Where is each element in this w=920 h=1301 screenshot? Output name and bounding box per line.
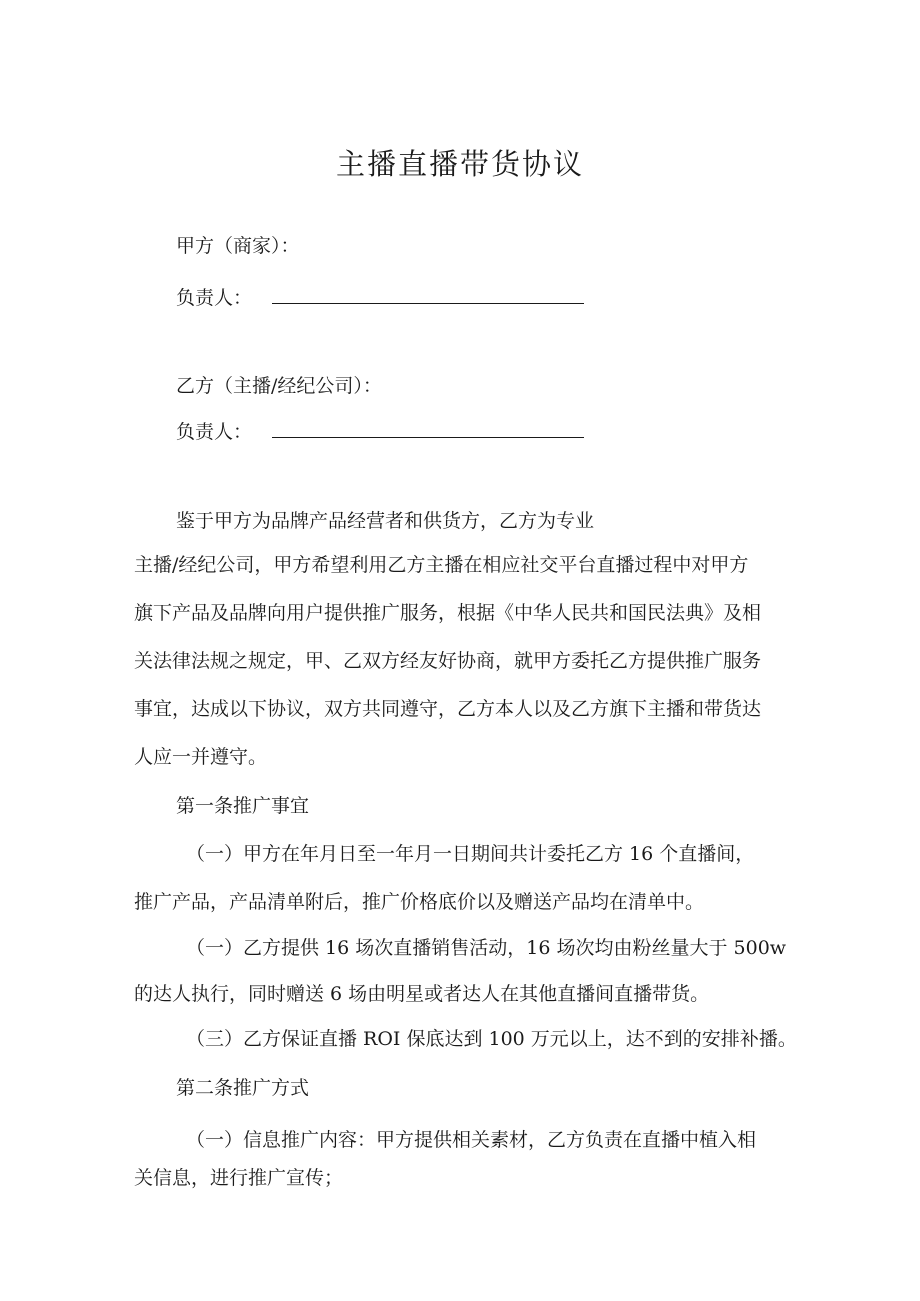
party-b-label: 乙方（主播/经纪公司）： <box>176 375 382 397</box>
party-a-person-row <box>176 283 584 313</box>
article-2-item-1-line: 关信息，进行推广宣传； <box>134 1167 344 1189</box>
article-1-item-1-line: 推广产品，产品清单附后，推广价格底价以及赠送产品均在清单中。 <box>134 891 705 913</box>
preamble-line: 主播/经纪公司，甲方希望利用乙方主播在相应社交平台直播过程中对甲方 <box>134 554 749 576</box>
preamble-line: 事宜，达成以下协议，双方共同遵守，乙方本人以及乙方旗下主播和带货达 <box>134 698 762 720</box>
party-a-person-label: 负责人： <box>176 287 253 309</box>
party-b-signature-blank <box>272 436 584 438</box>
article-1-item-2-line: （一）乙方提供 16 场次直播销售活动，16 场次均由粉丝量大于 500w <box>186 937 787 959</box>
article-1-heading: 第一条推广事宜 <box>176 795 310 817</box>
preamble-line: 关法律法规之规定，甲、乙双方经友好协商，就甲方委托乙方提供推广服务 <box>134 650 762 672</box>
preamble-line: 旗下产品及品牌向用户提供推广服务，根据《中华人民共和国民法典》及相 <box>134 602 762 624</box>
preamble-line: 鉴于甲方为品牌产品经营者和供货方，乙方为专业 <box>176 510 595 532</box>
article-1-item-3: （三）乙方保证直播 ROI 保底达到 100 万元以上，达不到的安排补播。 <box>186 1028 797 1050</box>
article-2-heading: 第二条推广方式 <box>176 1077 310 1099</box>
party-b-person-row <box>176 417 584 447</box>
party-b-person-label: 负责人： <box>176 421 253 443</box>
article-2-item-1-line: （一）信息推广内容：甲方提供相关素材，乙方负责在直播中植入相 <box>186 1129 757 1151</box>
party-a-label: 甲方（商家）： <box>176 235 300 257</box>
article-1-item-2-line: 的达人执行，同时赠送 6 场由明星或者达人在其他直播间直播带货。 <box>134 983 710 1005</box>
document-title: 主播直播带货协议 <box>335 147 584 181</box>
preamble-line: 人应一并遵守。 <box>134 746 268 768</box>
party-a-signature-blank <box>272 302 584 304</box>
article-1-item-1-line: （一）甲方在年月日至一年月一日期间共计委托乙方 16 个直播间， <box>186 843 755 865</box>
